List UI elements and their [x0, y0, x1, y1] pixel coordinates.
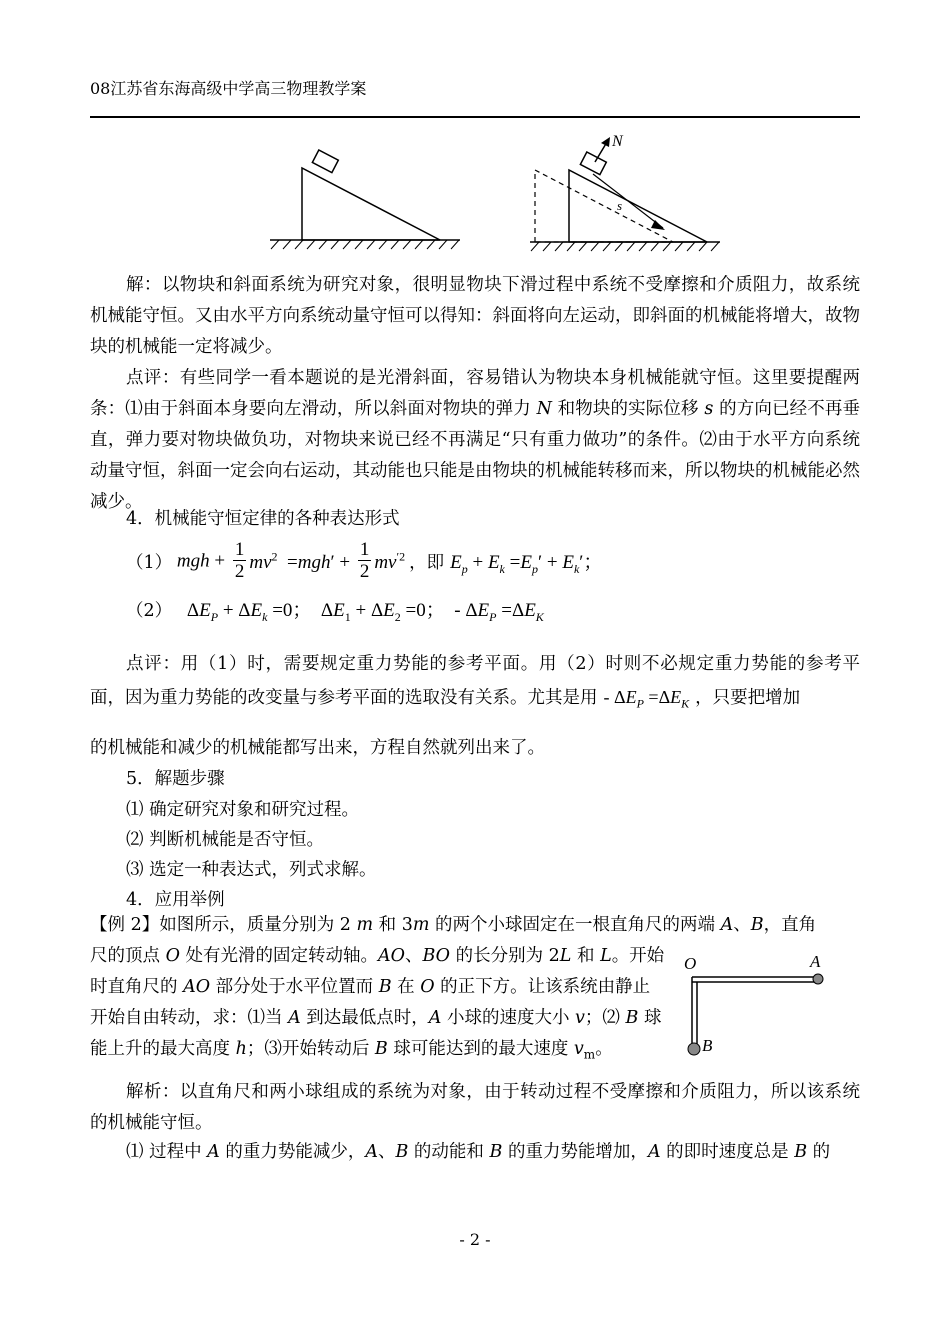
comment-paragraph-1: 点评：有些同学一看本题说的是光滑斜面，容易错认为物块本身机械能就守恒。这里要提醒两条：⑴由于斜面本身要向左滑动，所以斜面对物块的弹力 N 和物块的实际位移 s 的方向已经不再垂直，弹力要对物块做负功，对物块来说已经不再满足“只有重力做功”的条件。⑵由于水平方向系统动量守恒，斜面一定会向右运动，其动能也只能是由物块的机械能转移而来，所以物块的机械能必然减少。 [90, 368, 861, 512]
normal-force-label: N [612, 133, 623, 150]
analysis-step-1: ⑴ 过程中 A 的重力势能减少，A、B 的动能和 B 的重力势能增加，A 的即时速度总是 B 的 [126, 1142, 831, 1162]
solution-paragraph: 解：以物块和斜面系统为研究对象，很明显物块下滑过程中系统不受摩擦和介质阻力，故系统机械能守恒。又由水平方向系统动量守恒可以得知：斜面将向左运动，即斜面的机械能将增大，故物块的机械能一定将减少。 [90, 275, 860, 357]
section-4b-heading: 4．应用举例 [126, 890, 225, 910]
step-1: ⑴ 确定研究对象和研究过程。 [126, 800, 360, 820]
formula-2: （2） $\Delta E_P + \Delta E_k =0$； $\Delta E_1 + \Delta E_2 =0$； - $\Delta E_P =\Delta E_K$ [126, 600, 544, 624]
incline-figure [265, 128, 725, 258]
point-o-label: O [684, 954, 697, 973]
displacement-label: s [617, 198, 623, 213]
point-b-label: B [702, 1036, 713, 1055]
section-4-heading: 4．机械能守恒定律的各种表达形式 [126, 509, 400, 529]
example-2-text: 【例 2】如图所示，质量分别为 2 m 和 3m 的两个小球固定在一根直角尺的两端 A、B，直角 尺的顶点 O 处有光滑的固定转动轴。AO、BO 的长分别为 2L 和 L。开始时直角尺的 AO 部分处于水平位置而 B 在 O 的正下方。让该系统由静止开始自由转动，求：⑴当 A 到达最低点时，A 小球的速度大小 v；⑵ B 球能上升的最大高度 h；⑶开始转动后 B 球可能达到的最大速度 $v_m$。 [90, 915, 817, 1062]
comment-paragraph-2-end: 的机械能和减少的机械能都写出来，方程自然就列出来了。 [90, 738, 545, 758]
comment-paragraph-2: 点评：用（1）时，需要规定重力势能的参考平面。用（2）时则不必规定重力势能的参考平面，因为重力势能的改变量与参考平面的选取没有关系。尤其是用 - $\Delta E_P =\Delta E_K$ ，只要把增加 [90, 654, 860, 711]
point-a-label: A [810, 952, 821, 971]
header-title: 08江苏省东海高级中学高三物理教学案 [90, 79, 367, 98]
header-divider [90, 116, 860, 118]
sliding-incline-diagram [530, 133, 720, 251]
analysis-paragraph: 解析：以直角尺和两小球组成的系统为对象，由于转动过程不受摩擦和介质阻力，所以该系统的机械能守恒。 [90, 1082, 860, 1133]
section-5-heading: 5．解题步骤 [126, 769, 225, 789]
step-2: ⑵ 判断机械能是否守恒。 [126, 830, 325, 850]
step-3: ⑶ 选定一种表达式，列式求解。 [126, 860, 377, 880]
formula-1: （1） mgh + $\frac{1}{2}$ $mv^2 =mgh'$ + $\frac{1}{2}$ $mv^{'2}$ ，即 $E_p + E_k =E_p' + E_k'$； [126, 539, 603, 582]
page-number: - 2 - [459, 1230, 491, 1249]
fixed-incline-diagram [270, 150, 460, 249]
right-angle-ruler-figure [670, 945, 850, 1065]
